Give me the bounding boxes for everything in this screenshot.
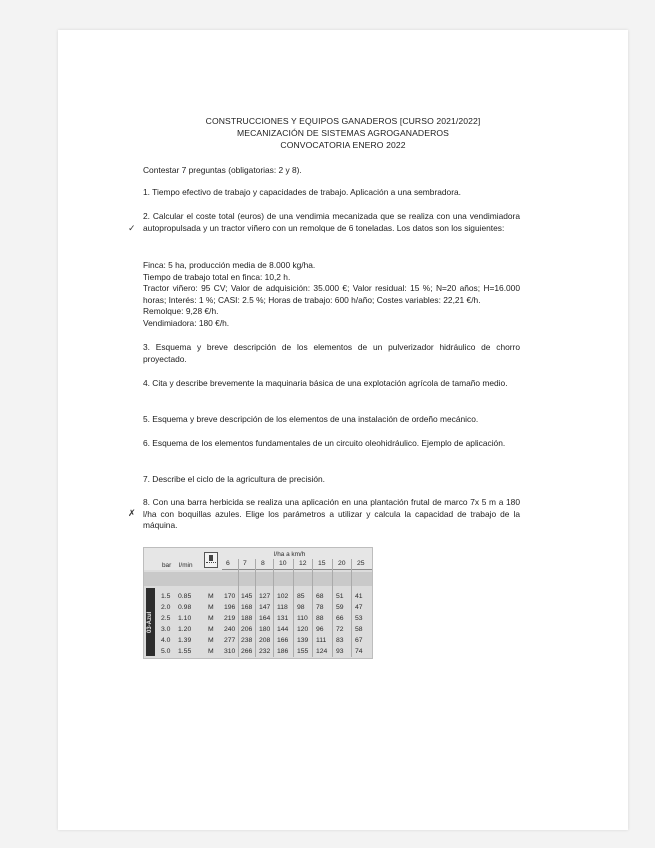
type-cell: M xyxy=(208,615,214,622)
speed-header: 25 xyxy=(357,560,365,567)
table-separator-band xyxy=(144,572,372,586)
table-row xyxy=(144,646,372,657)
rate-cell: 266 xyxy=(241,648,253,655)
rate-cell: 98 xyxy=(297,604,305,611)
rate-cell: 127 xyxy=(259,593,271,600)
rate-cell: 118 xyxy=(277,604,288,611)
flow-cell: 0.85 xyxy=(178,593,192,600)
rate-cell: 53 xyxy=(355,615,363,622)
rate-cell: 219 xyxy=(224,615,236,622)
rate-cell: 240 xyxy=(224,626,236,633)
rate-cell: 51 xyxy=(336,593,344,600)
rate-cell: 147 xyxy=(259,604,271,611)
type-cell: M xyxy=(208,593,214,600)
rate-cell: 186 xyxy=(277,648,289,655)
rate-cell: 85 xyxy=(297,593,305,600)
rate-cell: 145 xyxy=(241,593,253,600)
cross-mark-q8: ✗ xyxy=(128,509,136,519)
type-cell: M xyxy=(208,648,214,655)
rate-cell: 168 xyxy=(241,604,253,611)
pressure-cell: 2.0 xyxy=(161,604,171,611)
speed-header: 12 xyxy=(299,560,307,567)
question-5: 5. Esquema y breve descripción de los elementos de una instalación de ordeño mecánico. xyxy=(143,414,479,424)
call-title: CONVOCATORIA ENERO 2022 xyxy=(280,140,406,150)
rate-cell: 96 xyxy=(316,626,324,633)
question-3: 3. Esquema y breve descripción de los elementos de un pulverizador hidráulico de chorro proyectado. xyxy=(143,342,520,364)
pressure-cell: 5.0 xyxy=(161,648,171,655)
subject-title: MECANIZACIÓN DE SISTEMAS AGROGANADEROS xyxy=(237,128,449,138)
speed-header: 20 xyxy=(338,560,346,567)
data-tiempo: Tiempo de trabajo total en finca: 10,2 h. xyxy=(143,271,291,282)
instructions: Contestar 7 preguntas (obligatorias: 2 y 8). xyxy=(143,165,302,175)
course-title: CONSTRUCCIONES Y EQUIPOS GANADEROS [CURSO 2021/2022] xyxy=(205,116,481,126)
rate-cell: 139 xyxy=(297,637,309,644)
question-7: 7. Describe el ciclo de la agricultura de precisión. xyxy=(143,474,326,484)
type-cell: M xyxy=(208,626,214,633)
rate-cell: 59 xyxy=(336,604,344,611)
question-8: 8. Con una barra herbicida se realiza una aplicación en una plantación frutal de marco 7x 5 m a 180 l/ha con boquillas azules. Elige los parámetros a utilizar y calcula la capacidad de trabajo de la máquina. xyxy=(143,497,520,531)
rate-cell: 102 xyxy=(277,593,289,600)
question-1: 1. Tiempo efectivo de trabajo y capacidades de trabajo. Aplicación a una sembradora. xyxy=(143,187,461,197)
checkmark-q2: ✓ xyxy=(128,224,136,234)
table-row xyxy=(144,602,372,613)
nozzle-flow-table xyxy=(143,547,373,659)
speed-header: 10 xyxy=(279,560,287,567)
speed-header: 15 xyxy=(318,560,326,567)
rate-cell: 110 xyxy=(297,615,308,622)
rate-cell: 58 xyxy=(355,626,363,633)
pressure-cell: 2.5 xyxy=(161,615,171,622)
rate-cell: 93 xyxy=(336,648,344,655)
question-2: 2. Calcular el coste total (euros) de una vendimia mecanizada que se realiza con una vendimiadora autopropulsada y un tractor viñero con un remolque de 6 toneladas. Los datos son los siguientes: xyxy=(143,211,520,233)
rate-cell: 74 xyxy=(355,648,363,655)
rate-cell: 155 xyxy=(297,648,309,655)
pressure-cell: 3.0 xyxy=(161,626,171,633)
rate-cell: 277 xyxy=(224,637,236,644)
rate-cell: 124 xyxy=(316,648,328,655)
nozzle-color-label: 03-Azul xyxy=(146,588,155,656)
rate-cell: 188 xyxy=(241,615,253,622)
data-vendimiadora: Vendimiadora: 180 €/h. xyxy=(143,317,230,328)
rate-cell: 47 xyxy=(355,604,363,611)
rate-cell: 66 xyxy=(336,615,344,622)
speed-header: 7 xyxy=(243,560,247,567)
rate-cell: 166 xyxy=(277,637,289,644)
rate-cell: 120 xyxy=(297,626,309,633)
rate-cell: 83 xyxy=(336,637,344,644)
rate-cell: 310 xyxy=(224,648,236,655)
nozzle-spray-icon xyxy=(204,552,218,568)
column-lmin-label: l/min xyxy=(179,562,193,569)
rate-unit-label: l/ha a km/h xyxy=(274,551,306,558)
rate-cell: 131 xyxy=(277,615,289,622)
header-underline xyxy=(222,569,372,570)
rate-cell: 72 xyxy=(336,626,344,633)
rate-cell: 238 xyxy=(241,637,253,644)
question-2-data xyxy=(143,260,520,330)
pressure-cell: 1.5 xyxy=(161,593,171,600)
flow-cell: 1.55 xyxy=(178,648,192,655)
rate-cell: 144 xyxy=(277,626,289,633)
rate-cell: 68 xyxy=(316,593,324,600)
table-row xyxy=(144,624,372,635)
speed-header: 6 xyxy=(226,560,230,567)
flow-cell: 1.20 xyxy=(178,626,192,633)
rate-cell: 67 xyxy=(355,637,363,644)
exam-header xyxy=(58,115,628,151)
column-bar-label: bar xyxy=(162,562,172,569)
data-remolque: Remolque: 9,28 €/h. xyxy=(143,306,219,317)
rate-cell: 170 xyxy=(224,593,236,600)
rate-cell: 41 xyxy=(355,593,363,600)
pressure-cell: 4.0 xyxy=(161,637,171,644)
data-finca: Finca: 5 ha, producción media de 8.000 kg/ha. xyxy=(143,260,316,270)
rate-cell: 164 xyxy=(259,615,271,622)
flow-cell: 0.98 xyxy=(178,604,192,611)
rate-cell: 180 xyxy=(259,626,271,633)
rate-cell: 88 xyxy=(316,615,324,622)
rate-cell: 196 xyxy=(224,604,236,611)
type-cell: M xyxy=(208,637,214,644)
speed-header: 8 xyxy=(261,560,265,567)
rate-cell: 78 xyxy=(316,604,324,611)
rate-cell: 206 xyxy=(241,626,253,633)
question-6: 6. Esquema de los elementos fundamentales de un circuito oleohidráulico. Ejemplo de aplicación. xyxy=(143,438,506,448)
table-row xyxy=(144,613,372,624)
rate-cell: 232 xyxy=(259,648,271,655)
table-row xyxy=(144,591,372,602)
rate-cell: 208 xyxy=(259,637,271,644)
flow-cell: 1.10 xyxy=(178,615,192,622)
table-row xyxy=(144,635,372,646)
data-tractor: Tractor viñero: 95 CV; Valor de adquisición: 35.000 €; Valor residual: 15 %; N=20 años; H=16.000 horas; Interés: 1 %; CASI: 2.5 %; Horas de trabajo: 600 h/año; Costes variables: 22,21 €/h. xyxy=(143,283,520,305)
flow-cell: 1.39 xyxy=(178,637,192,644)
question-4: 4. Cita y describe brevemente la maquinaria básica de una explotación agrícola de tamaño medio. xyxy=(143,378,508,388)
rate-cell: 111 xyxy=(316,637,327,644)
type-cell: M xyxy=(208,604,214,611)
